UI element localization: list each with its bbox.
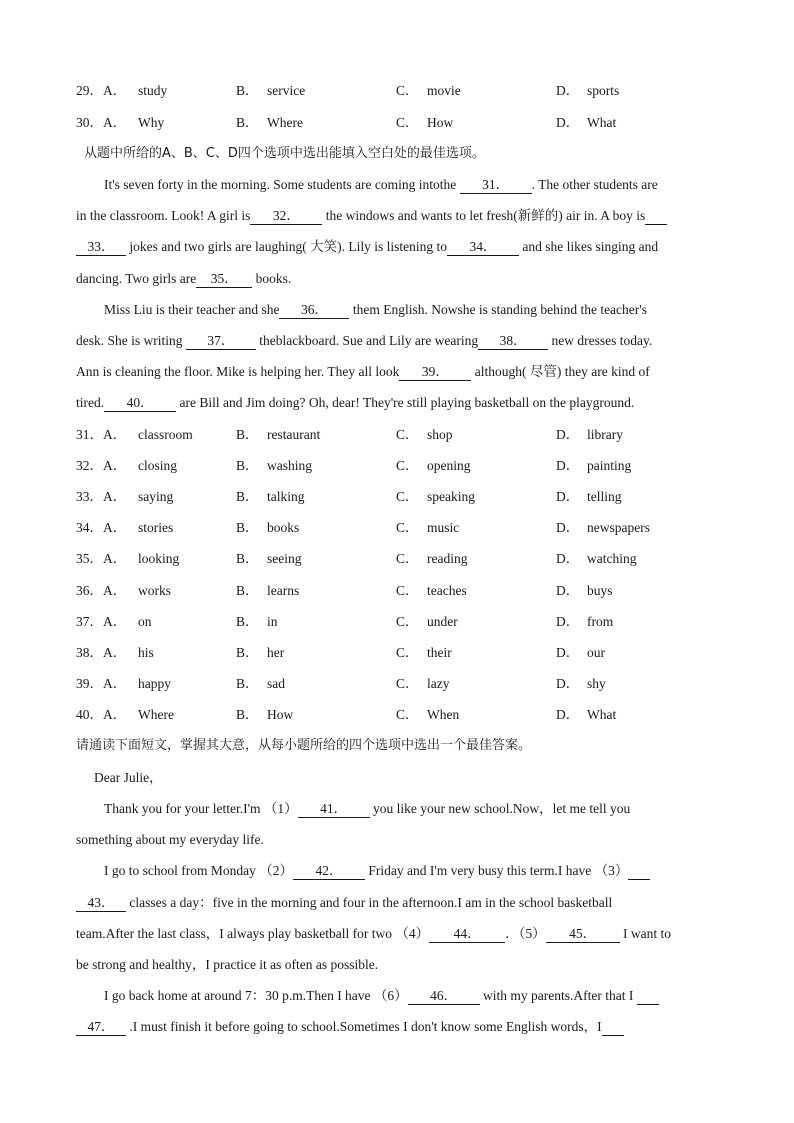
option-row-37: [76, 611, 736, 633]
option-c-label: C．: [396, 83, 419, 98]
option-c-label: C．: [396, 115, 419, 130]
option-c-label: C．: [396, 583, 419, 598]
option-b: learns: [267, 583, 300, 598]
option-b: seeing: [267, 551, 302, 566]
question-number: 32．A．: [76, 458, 127, 473]
blank-44: 44．: [429, 926, 505, 943]
option-d-label: D．: [556, 551, 580, 566]
option-c-label: C．: [396, 676, 419, 691]
option-d-label: D．: [556, 489, 580, 504]
question-number: 37．A．: [76, 614, 127, 629]
option-d-label: D．: [556, 614, 580, 629]
option-b-label: B．: [236, 83, 259, 98]
option-a: looking: [138, 551, 180, 566]
option-b: talking: [267, 489, 305, 504]
option-b: washing: [267, 458, 312, 473]
option-a: closing: [138, 458, 177, 473]
option-d: library: [587, 427, 623, 442]
option-b-label: B．: [236, 520, 259, 535]
option-b-label: B．: [236, 614, 259, 629]
option-a: happy: [138, 676, 171, 691]
option-row-34: [76, 517, 736, 539]
question-number: 34．A．: [76, 520, 127, 535]
option-a: study: [138, 83, 168, 98]
option-a: his: [138, 645, 154, 660]
passage2-line2: desk. She is writing 37． theblackboard. Sue and Lily are wearing 38． new dresses today.: [76, 333, 653, 348]
option-row-32: [76, 455, 736, 477]
option-c: reading: [427, 551, 468, 566]
option-d: What: [587, 115, 617, 130]
option-d: newspapers: [587, 520, 650, 535]
blank-43: 43．: [76, 895, 126, 912]
option-b-label: B．: [236, 115, 259, 130]
option-c-label: C．: [396, 520, 419, 535]
section1-instruction: 从题中所给的A、B、C、D四个选项中选出能填入空白处的最佳选项。: [84, 146, 485, 161]
option-b: sad: [267, 676, 285, 691]
option-b: her: [267, 645, 285, 660]
option-d-label: D．: [556, 427, 580, 442]
passage2-line1: Miss Liu is their teacher and she 36． them English. Nowshe is standing behind the teacher's: [104, 302, 647, 317]
question-number: 40．A．: [76, 707, 127, 722]
blank-32: 32．: [250, 208, 322, 225]
letter-line3: I go to school from Monday （2） 42． Friday and I'm very busy this term.I have （3）: [104, 860, 750, 882]
option-b-label: B．: [236, 583, 259, 598]
option-row-33: [76, 486, 736, 508]
blank-45: 45．: [546, 926, 620, 943]
option-d-label: D．: [556, 583, 580, 598]
option-b-label: B．: [236, 707, 259, 722]
option-c: their: [427, 645, 452, 660]
letter-line2: something about my everyday life.: [76, 832, 264, 847]
letter-line6: be strong and healthy，I practice it as often as possible.: [76, 957, 379, 972]
option-d-label: D．: [556, 458, 580, 473]
option-d: shy: [587, 676, 606, 691]
blank-31: 31．: [460, 177, 532, 194]
option-a: Why: [138, 115, 165, 130]
option-row-30: [76, 112, 736, 134]
option-b: restaurant: [267, 427, 321, 442]
option-c: shop: [427, 427, 453, 442]
blank-41: 41．: [298, 801, 370, 818]
option-c: teaches: [427, 583, 467, 598]
option-b: Where: [267, 115, 303, 130]
option-row-38: [76, 642, 736, 664]
passage2-line3: Ann is cleaning the floor. Mike is helping her. They all look 39． although( 尽管) they are kind of: [76, 364, 650, 379]
option-c-label: C．: [396, 614, 419, 629]
option-d-label: D．: [556, 83, 580, 98]
option-c-label: C．: [396, 458, 419, 473]
blank-47-start: [637, 988, 659, 1005]
option-d: our: [587, 645, 605, 660]
option-d: painting: [587, 458, 632, 473]
option-d: sports: [587, 83, 620, 98]
blank-33-start: [645, 208, 667, 225]
option-c: opening: [427, 458, 471, 473]
passage1-line1: It's seven forty in the morning. Some students are coming intothe 31． . The other students are: [104, 177, 658, 192]
letter-line7: I go back home at around 7：30 p.m.Then I have （6） 46． with my parents.After that I: [104, 985, 750, 1007]
blank-42: 42．: [293, 863, 365, 880]
letter-line8: 47． .I must finish it before going to school.Sometimes I don't know some English words，I: [76, 1016, 722, 1038]
blank-39: 39．: [399, 364, 471, 381]
letter-line4: 43． classes a day：five in the morning and four in the afternoon.I am in the school basketball: [76, 892, 722, 914]
blank-46: 46．: [408, 988, 480, 1005]
option-c: How: [427, 115, 454, 130]
question-number: 35．A．: [76, 551, 127, 566]
option-d-label: D．: [556, 645, 580, 660]
option-b-label: B．: [236, 676, 259, 691]
option-a: stories: [138, 520, 174, 535]
option-row-31: [76, 424, 736, 446]
option-c-label: C．: [396, 427, 419, 442]
question-number: 36．A．: [76, 583, 127, 598]
option-b-label: B．: [236, 427, 259, 442]
option-a: on: [138, 614, 152, 629]
blank-48-start: [602, 1019, 624, 1036]
option-row-39: [76, 673, 736, 695]
letter-greeting: Dear Julie，: [94, 770, 163, 785]
option-c: lazy: [427, 676, 450, 691]
option-c-label: C．: [396, 645, 419, 660]
option-c: music: [427, 520, 460, 535]
option-row-35: [76, 548, 736, 570]
blank-40: 40．: [104, 395, 176, 412]
option-row-29: [76, 80, 736, 102]
option-b: books: [267, 520, 300, 535]
option-c: movie: [427, 83, 461, 98]
question-number: 39．A．: [76, 676, 127, 691]
option-row-36: [76, 580, 736, 602]
passage1-line3: 33． jokes and two girls are laughing( 大笑). Lily is listening to 34． and she likes singing and: [76, 236, 722, 258]
option-b-label: B．: [236, 551, 259, 566]
option-d: watching: [587, 551, 637, 566]
option-b-label: B．: [236, 645, 259, 660]
option-a: works: [138, 583, 171, 598]
question-number: 29．A．: [76, 83, 127, 98]
blank-33: 33．: [76, 239, 126, 256]
option-d-label: D．: [556, 115, 580, 130]
blank-36: 36．: [279, 302, 349, 319]
passage1-line2: in the classroom. Look! A girl is 32． the windows and wants to let fresh(新鲜的) air in. A boy is: [76, 205, 722, 227]
option-c: When: [427, 707, 460, 722]
option-b: How: [267, 707, 294, 722]
option-d: telling: [587, 489, 622, 504]
section2-instruction: 请通读下面短文，掌握其大意，从每小题所给的四个选项中选出一个最佳答案。: [76, 738, 532, 753]
passage2-line4: tired. 40． are Bill and Jim doing? Oh, dear! They're still playing basketball on the playground.: [76, 395, 635, 410]
option-b: in: [267, 614, 278, 629]
question-number: 33．A．: [76, 489, 127, 504]
option-c: under: [427, 614, 458, 629]
blank-37: 37．: [186, 333, 256, 350]
option-c-label: C．: [396, 551, 419, 566]
blank-35: 35．: [196, 271, 252, 288]
option-a: Where: [138, 707, 174, 722]
option-c-label: C．: [396, 489, 419, 504]
blank-34: 34．: [447, 239, 519, 256]
option-d: What: [587, 707, 617, 722]
option-d-label: D．: [556, 676, 580, 691]
letter-line5: team.After the last class，I always play basketball for two （4） 44． ．（5） 45． I want to: [76, 926, 672, 941]
option-c: speaking: [427, 489, 475, 504]
blank-43-start: [628, 863, 650, 880]
passage1-line4: dancing. Two girls are 35． books.: [76, 271, 292, 286]
option-b-label: B．: [236, 489, 259, 504]
option-d: from: [587, 614, 614, 629]
option-d: buys: [587, 583, 613, 598]
option-c-label: C．: [396, 707, 419, 722]
option-row-40: [76, 704, 736, 726]
question-number: 38．A．: [76, 645, 127, 660]
option-b-label: B．: [236, 458, 259, 473]
option-d-label: D．: [556, 520, 580, 535]
letter-line1: Thank you for your letter.I'm （1） 41． you like your new school.Now，let me tell you: [104, 801, 631, 816]
question-number: 31．A．: [76, 427, 127, 442]
option-d-label: D．: [556, 707, 580, 722]
blank-47: 47．: [76, 1019, 126, 1036]
blank-38: 38．: [478, 333, 548, 350]
option-b: service: [267, 83, 306, 98]
option-a: saying: [138, 489, 174, 504]
question-number: 30．A．: [76, 115, 127, 130]
option-a: classroom: [138, 427, 193, 442]
